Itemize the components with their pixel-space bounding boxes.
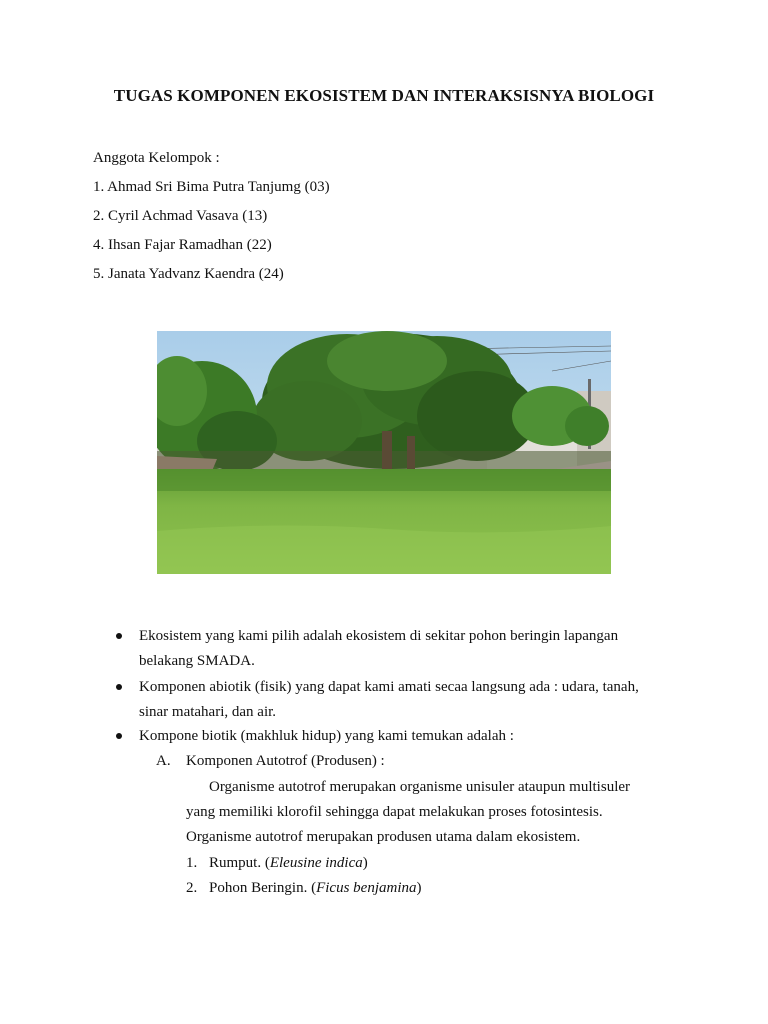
section-paragraph: Organisme autotrof merupakan produsen utama dalam ekosistem. (186, 829, 581, 845)
bullet-marker (116, 633, 122, 639)
member-item: 5. Janata Yadvanz Kaendra (24) (93, 266, 284, 282)
item-latin-name: Eleusine indica (269, 855, 363, 871)
item-name: Rumput. ( (209, 855, 270, 871)
item-close: ) (362, 855, 368, 871)
document-title: TUGAS KOMPONEN EKOSISTEM DAN INTERAKSISNYA BIOLOGI (113, 86, 655, 105)
member-item: 2. Cyril Achmad Vasava (13) (93, 208, 268, 224)
member-item: 1. Ahmad Sri Bima Putra Tanjumg (03) (93, 179, 330, 195)
list-item (209, 853, 368, 873)
list-item (209, 878, 422, 898)
bullet-marker (116, 733, 122, 739)
bullet-text: belakang SMADA. (139, 653, 255, 669)
member-list (93, 148, 330, 293)
section-marker: A. (156, 753, 171, 769)
bullet-text: Komponen abiotik (fisik) yang dapat kami amati secaa langsung ada : udara, tanah, (139, 679, 639, 695)
item-name: Pohon Beringin. ( (209, 880, 317, 896)
item-marker: 1. (186, 855, 198, 871)
item-close: ) (416, 880, 422, 896)
bullet-text: Ekosistem yang kami pilih adalah ekosistem di sekitar pohon beringin lapangan (139, 628, 619, 644)
item-marker: 2. (186, 880, 198, 896)
bullet-marker (116, 684, 122, 690)
bullet-text: sinar matahari, dan air. (139, 704, 277, 720)
section-paragraph: yang memiliki klorofil sehingga dapat melakukan proses fotosintesis. (186, 804, 603, 820)
item-latin-name: Ficus benjamina (316, 880, 417, 896)
member-item: 4. Ihsan Fajar Ramadhan (22) (93, 237, 272, 253)
section-heading: Komponen Autotrof (Produsen) : (186, 753, 385, 769)
section-paragraph: Organisme autotrof merupakan organisme unisuler ataupun multisuler (209, 779, 631, 795)
bullet-text: Kompone biotik (makhluk hidup) yang kami temukan adalah : (139, 728, 514, 744)
banyan-tree-field-photo (157, 331, 611, 574)
members-heading: Anggota Kelompok : (93, 150, 220, 166)
